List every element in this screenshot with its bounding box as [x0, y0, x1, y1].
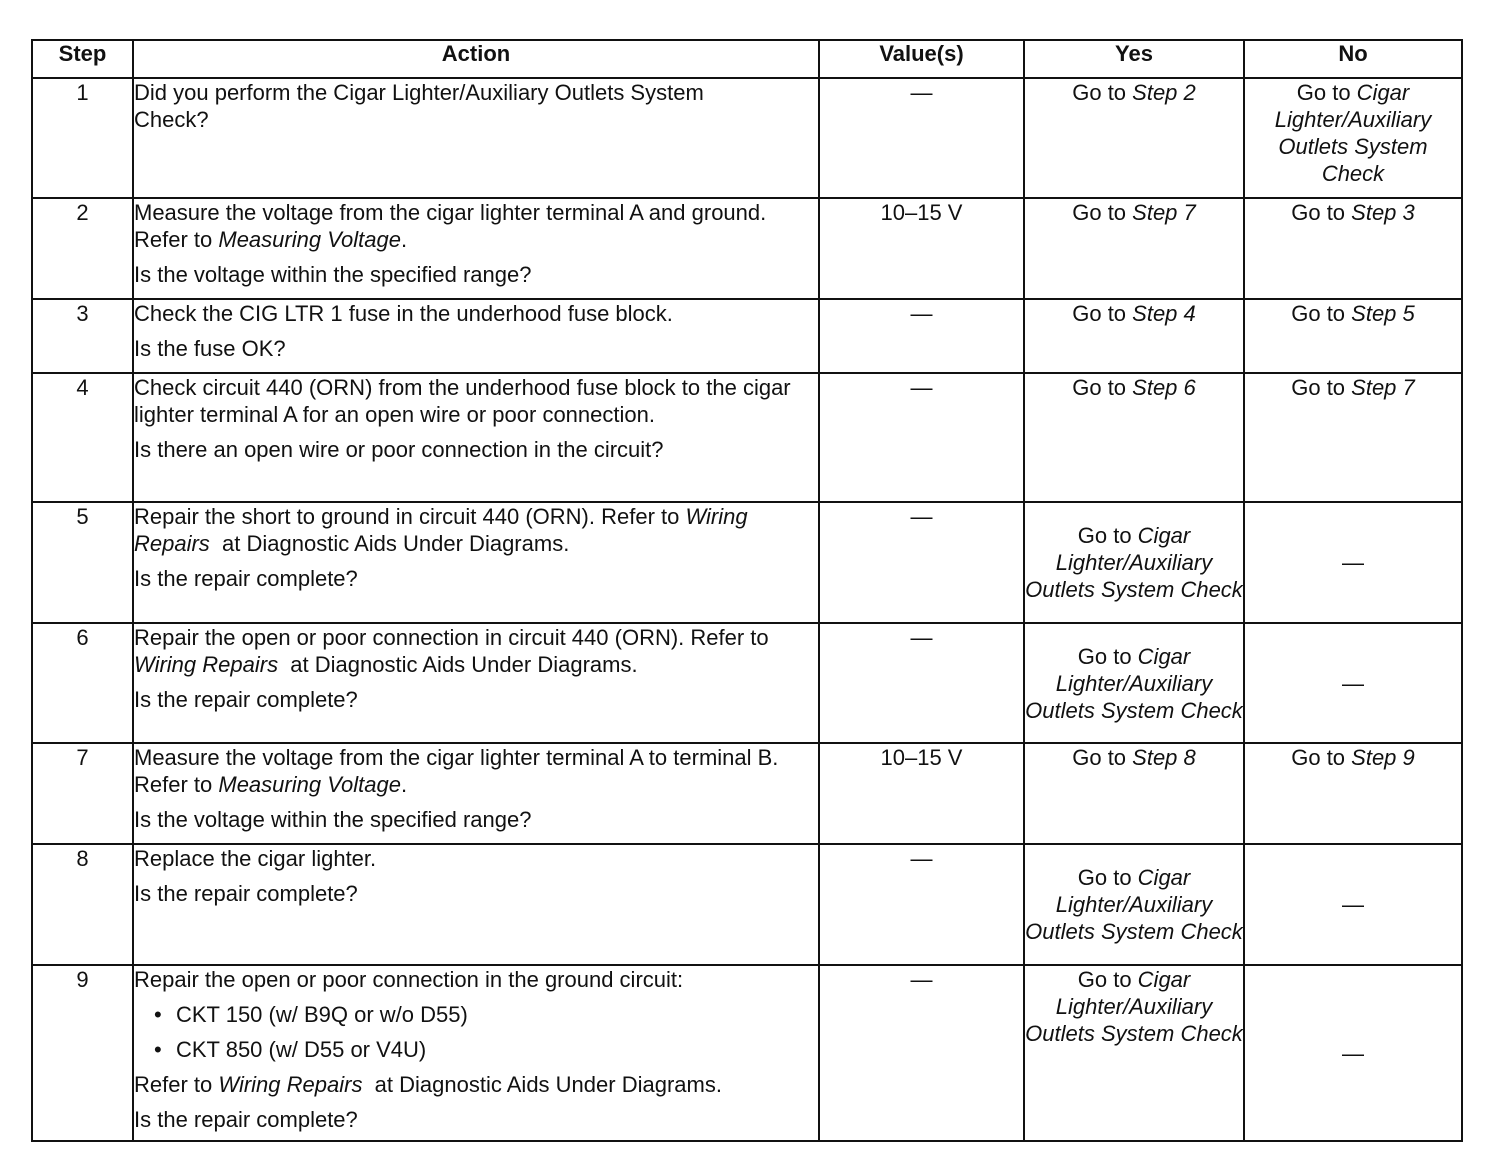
yes-prefix: Go to — [1077, 967, 1138, 992]
bullet-item: • CKT 850 (w/ D55 or V4U) — [134, 1036, 818, 1063]
no-cell — [1244, 299, 1462, 373]
no-reference: Step 9 — [1351, 745, 1415, 770]
no-prefix: Go to — [1291, 375, 1352, 400]
yes-reference: Cigar Lighter/Auxiliary Outlets System Check — [1025, 523, 1243, 602]
no-prefix: Go to — [1291, 301, 1352, 326]
action-text — [134, 744, 818, 798]
action-cell — [133, 299, 819, 373]
step-number: 5 — [32, 502, 133, 623]
value-cell: 10–15 V — [819, 743, 1024, 844]
yes-prefix: Go to — [1072, 375, 1133, 400]
no-cell — [1244, 373, 1462, 502]
header-values: Value(s) — [819, 40, 1024, 78]
yes-reference: Step 8 — [1132, 745, 1196, 770]
step-number: 3 — [32, 299, 133, 373]
action-cell — [133, 502, 819, 623]
value-cell: — — [819, 78, 1024, 198]
action-question: Is there an open wire or poor connection in the circuit? — [134, 437, 664, 462]
action-cell — [133, 965, 819, 1141]
action-after: at Diagnostic Aids Under Diagrams. — [278, 652, 638, 677]
value-cell: — — [819, 965, 1024, 1141]
no-cell: — — [1244, 965, 1462, 1141]
yes-reference: Step 2 — [1132, 80, 1196, 105]
value-cell: — — [819, 373, 1024, 502]
value-cell: — — [819, 623, 1024, 743]
table-row — [32, 965, 1462, 1141]
table-row — [32, 78, 1462, 198]
step-number: 6 — [32, 623, 133, 743]
action-reference: Wiring Repairs — [134, 652, 279, 677]
step-number: 2 — [32, 198, 133, 299]
header-yes: Yes — [1024, 40, 1244, 78]
no-prefix: Go to — [1291, 745, 1352, 770]
refer-line — [134, 1071, 818, 1098]
action-sentence: Repair the open or poor connection in circuit 440 (ORN). Refer to — [134, 625, 769, 650]
yes-reference: Step 4 — [1132, 301, 1196, 326]
yes-reference: Cigar Lighter/Auxiliary Outlets System Check — [1025, 967, 1243, 1046]
action-text — [134, 199, 818, 253]
action-text: Replace the cigar lighter. — [134, 846, 377, 871]
yes-cell — [1024, 373, 1244, 502]
action-cell — [133, 844, 819, 965]
yes-prefix: Go to — [1072, 80, 1133, 105]
table-row — [32, 844, 1462, 965]
no-cell — [1244, 78, 1462, 198]
table-row — [32, 743, 1462, 844]
value-cell: 10–15 V — [819, 198, 1024, 299]
action-text — [134, 503, 818, 557]
action-cell — [133, 198, 819, 299]
action-question: Is the repair complete? — [134, 881, 358, 906]
no-prefix: Go to — [1291, 200, 1352, 225]
value-cell: — — [819, 502, 1024, 623]
yes-prefix: Go to — [1077, 865, 1138, 890]
action-sentence: Measure the voltage from the cigar lighter terminal A and ground. Refer to — [134, 200, 767, 252]
no-reference: Cigar Lighter/Auxiliary Outlets System Check — [1274, 80, 1432, 186]
header-row — [32, 40, 1462, 78]
action-cell — [133, 373, 819, 502]
no-cell — [1244, 743, 1462, 844]
yes-prefix: Go to — [1077, 643, 1138, 669]
step-number: 9 — [32, 965, 133, 1141]
no-reference: Step 5 — [1351, 301, 1415, 326]
yes-cell — [1024, 502, 1244, 623]
action-after: at Diagnostic Aids Under Diagrams. — [209, 531, 570, 556]
yes-cell — [1024, 965, 1244, 1141]
action-question: Is the fuse OK? — [134, 336, 286, 361]
yes-reference: Cigar Lighter/Auxiliary Outlets System Check — [1025, 865, 1243, 944]
table-row — [32, 623, 1462, 743]
action-question: Is the repair complete? — [134, 566, 358, 591]
action-reference: Wiring Repairs — [134, 504, 748, 556]
yes-cell — [1024, 623, 1244, 743]
table-row — [32, 373, 1462, 502]
action-cell — [133, 743, 819, 844]
no-prefix: Go to — [1296, 80, 1357, 105]
value-cell: — — [819, 844, 1024, 965]
action-question: Is the repair complete? — [134, 687, 358, 712]
yes-cell — [1024, 844, 1244, 965]
yes-prefix: Go to — [1072, 200, 1133, 225]
action-sentence: Repair the short to ground in circuit 440 (ORN). Refer to — [134, 504, 686, 529]
yes-prefix: Go to — [1072, 301, 1133, 326]
table-row — [32, 502, 1462, 623]
table-row — [32, 299, 1462, 373]
yes-reference: Cigar Lighter/Auxiliary Outlets System Check — [1025, 643, 1243, 723]
header-action: Action — [133, 40, 819, 78]
header-step: Step — [32, 40, 133, 78]
action-sentence: Measure the voltage from the cigar lighter terminal A to terminal B. Refer to — [134, 745, 779, 797]
yes-cell — [1024, 299, 1244, 373]
no-reference: Step 7 — [1351, 375, 1415, 400]
action-text: Did you perform the Cigar Lighter/Auxiliary Outlets System Check? — [134, 80, 704, 132]
action-question: Is the voltage within the specified range? — [134, 262, 532, 287]
step-number: 1 — [32, 78, 133, 198]
step-number: 8 — [32, 844, 133, 965]
diagnostic-table — [31, 39, 1463, 1142]
yes-cell — [1024, 743, 1244, 844]
no-reference: Step 3 — [1351, 200, 1415, 225]
bullet-item: • CKT 150 (w/ B9Q or w/o D55) — [134, 1001, 818, 1028]
no-cell: — — [1244, 623, 1462, 743]
step-number: 7 — [32, 743, 133, 844]
no-cell: — — [1244, 502, 1462, 623]
table-row — [32, 198, 1462, 299]
refer-reference: Wiring Repairs — [218, 1072, 363, 1097]
action-question: Is the repair complete? — [134, 1107, 358, 1132]
action-text: Check circuit 440 (ORN) from the underhood fuse block to the cigar lighter terminal A for an open wire or poor connection. — [134, 375, 791, 427]
yes-prefix: Go to — [1077, 523, 1138, 548]
yes-cell — [1024, 78, 1244, 198]
action-reference: Measuring Voltage — [218, 227, 402, 252]
action-reference: Measuring Voltage — [218, 772, 402, 797]
action-cell — [133, 623, 819, 743]
action-text — [134, 624, 818, 678]
action-after: . — [401, 227, 408, 252]
header-no: No — [1244, 40, 1462, 78]
yes-prefix: Go to — [1072, 745, 1133, 770]
yes-reference: Step 7 — [1132, 200, 1196, 225]
value-cell: — — [819, 299, 1024, 373]
refer-after: at Diagnostic Aids Under Diagrams. — [362, 1072, 722, 1097]
action-text: Check the CIG LTR 1 fuse in the underhood fuse block. — [134, 301, 673, 326]
step-number: 4 — [32, 373, 133, 502]
no-cell: — — [1244, 844, 1462, 965]
action-text: Repair the open or poor connection in the ground circuit: — [134, 967, 684, 992]
action-cell — [133, 78, 819, 198]
refer-prefix: Refer to — [134, 1072, 219, 1097]
yes-cell — [1024, 198, 1244, 299]
action-question: Is the voltage within the specified range? — [134, 807, 532, 832]
yes-reference: Step 6 — [1132, 375, 1196, 400]
action-after: . — [401, 772, 408, 797]
no-cell — [1244, 198, 1462, 299]
